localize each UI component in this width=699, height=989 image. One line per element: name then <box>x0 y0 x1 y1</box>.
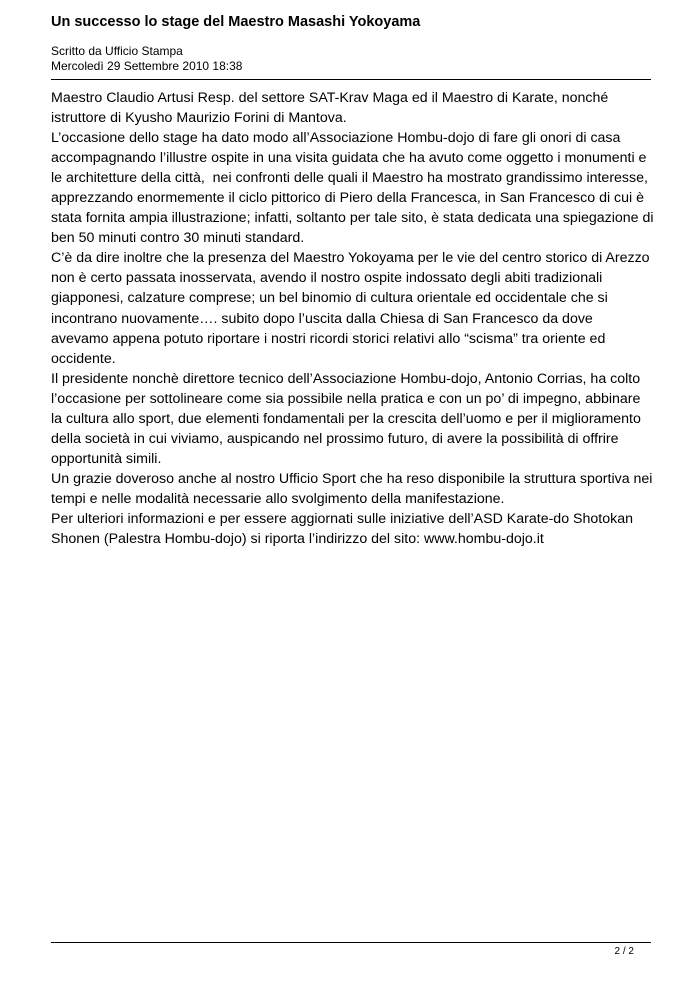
body-line: Maestro Claudio Artusi Resp. del settore SAT-Krav Maga ed il Maestro di Karate, nonché <box>51 90 609 106</box>
body-line: accompagnando l’illustre ospite in una visita guidata che ha avuto come oggetto i monumenti e <box>51 150 647 167</box>
article-body <box>51 88 655 549</box>
page-number: 2 / 2 <box>614 946 634 957</box>
author-line: Scritto da Ufficio Stampa <box>51 44 183 58</box>
body-line: tempi e nelle modalità necessarie allo svolgimento della manifestazione. <box>51 490 505 507</box>
date-line: Mercoledì 29 Settembre 2010 18:38 <box>51 59 243 73</box>
body-line: la cultura allo sport, due elementi fondamentali per la crescita dell’uomo e per il miglioramento <box>51 410 641 427</box>
body-line: avevamo appena potuto riportare i nostri ricordi storici relativi allo “scisma” tra oriente ed <box>51 330 606 347</box>
body-line: occidente. <box>51 350 116 367</box>
body-line: apprezzando enormemente il ciclo pittorico di Piero della Francesca, in San Francesco di cui è <box>51 190 645 207</box>
article-meta <box>51 44 242 74</box>
body-line: L’occasione dello stage ha dato modo all’Associazione Hombu-dojo di fare gli onori di casa <box>51 130 621 147</box>
body-line: incontrano nuovamente…. subito dopo l’uscita dalla Chiesa di San Francesco da dove <box>51 310 593 327</box>
body-line: Un grazie doveroso anche al nostro Ufficio Sport che ha reso disponibile la struttura sportiva nei <box>51 470 653 487</box>
body-line: le architetture della città, nei confronti delle quali il Maestro ha mostrato grandissimo interesse, <box>51 170 648 187</box>
article-title: Un successo lo stage del Maestro Masashi Yokoyama <box>51 14 421 30</box>
body-line: della società in cui viviamo, auspicando nel prossimo futuro, di avere la possibilità di offrire <box>51 430 619 447</box>
body-line: opportunità simili. <box>51 450 162 467</box>
body-line: l’occasione per sottolineare come sia possibile nella pratica e con un po’ di impegno, abbinare <box>51 390 641 407</box>
body-line: Il presidente nonchè direttore tecnico dell’Associazione Hombu-dojo, Antonio Corrias, ha colto <box>51 370 641 387</box>
body-line: ben 50 minuti contro 30 minuti standard. <box>51 230 305 247</box>
body-line: giapponesi, calzature comprese; un bel binomio di cultura orientale ed occidentale che si <box>51 290 608 307</box>
body-line: C’è da dire inoltre che la presenza del Maestro Yokoyama per le vie del centro storico di Arezzo <box>51 250 650 267</box>
body-line: Shonen (Palestra Hombu-dojo) si riporta l’indirizzo del sito: www.hombu-dojo.it <box>51 531 544 548</box>
body-line: stata fornita ampia illustrazione; infatti, soltanto per tale sito, è stata dedicata una spiegazione di <box>51 210 654 227</box>
body-line: non è certo passata inosservata, avendo il nostro ospite indossato degli abiti tradizionali <box>51 270 603 287</box>
body-line: Per ulteriori informazioni e per essere aggiornati sulle iniziative dell’ASD Karate-do Shotokan <box>51 510 633 527</box>
body-line: istruttore di Kyusho Maurizio Forini di Mantova. <box>51 110 347 127</box>
header-divider <box>51 79 651 80</box>
footer-divider <box>51 942 651 943</box>
